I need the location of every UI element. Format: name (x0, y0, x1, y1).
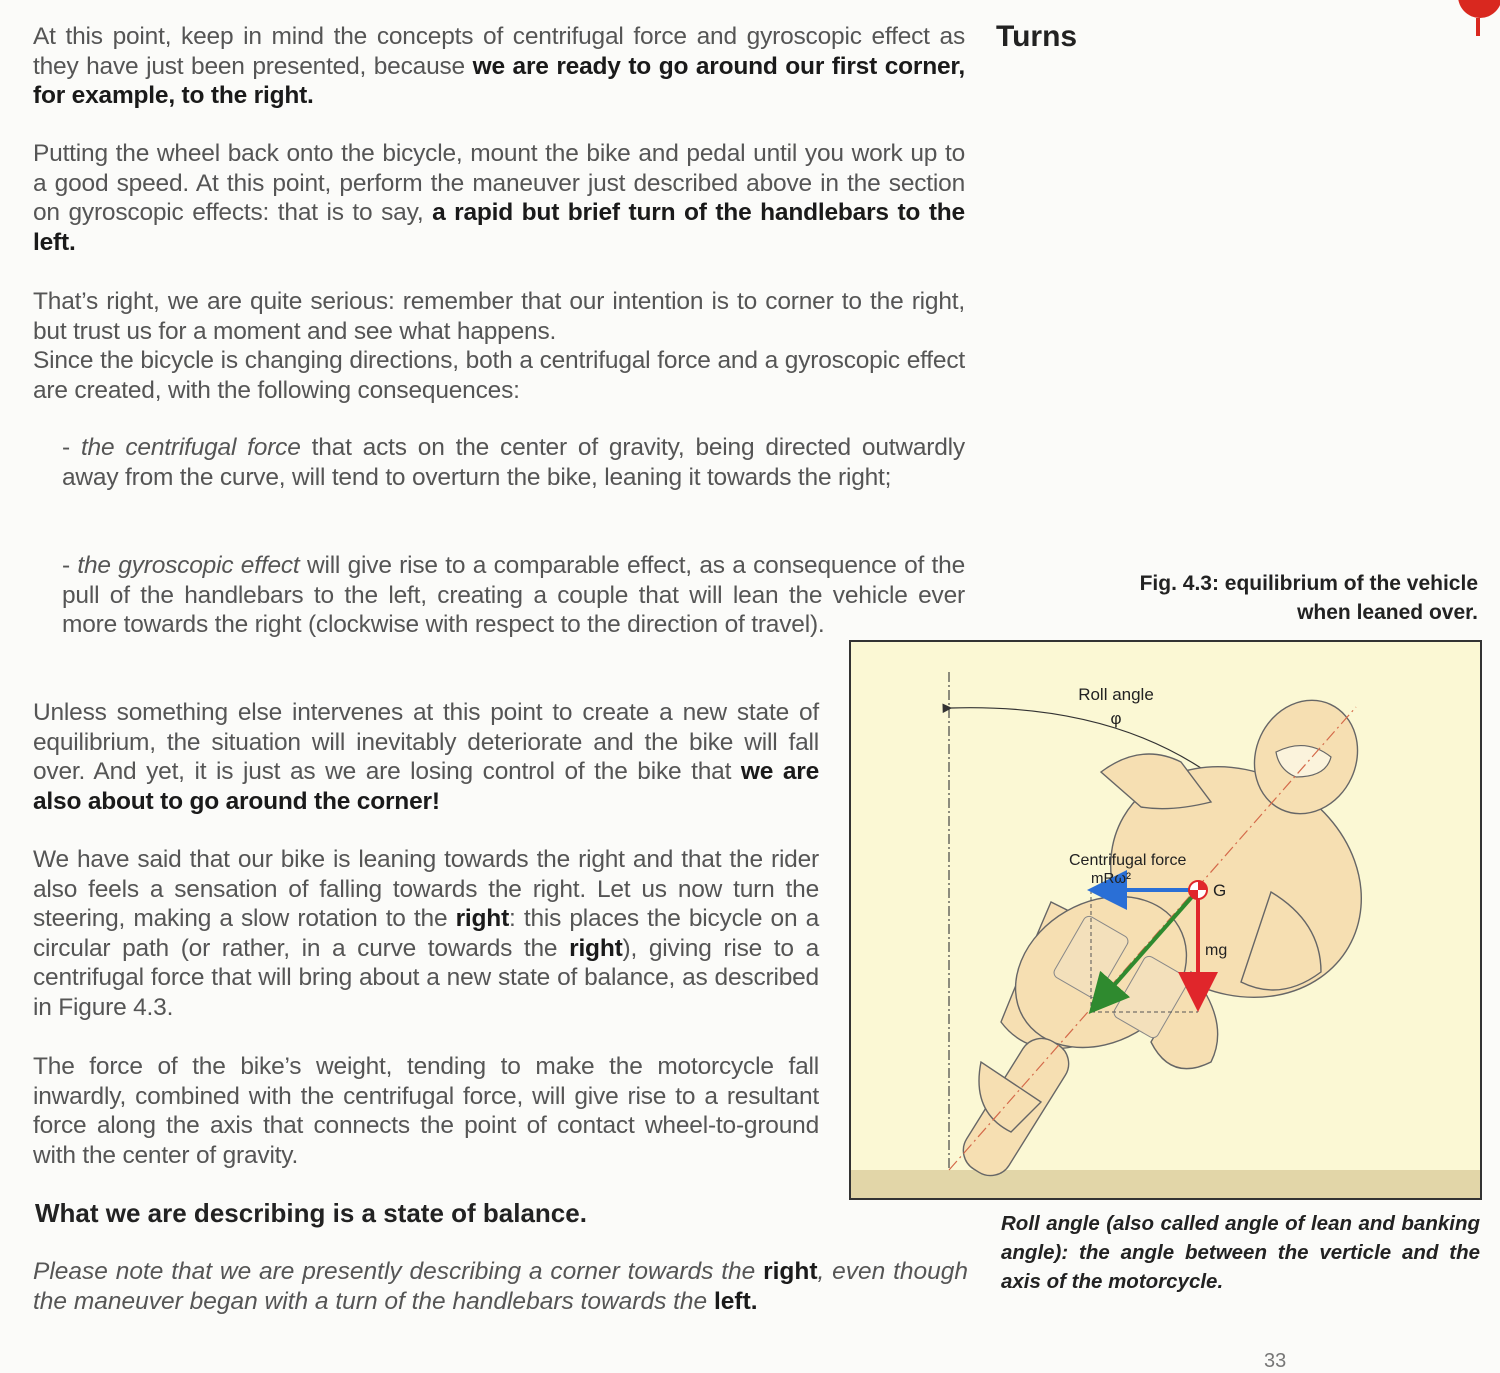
centrifugal-force-label: Centrifugal force (1069, 852, 1187, 869)
centrifugal-force-formula: mRω² (1091, 870, 1132, 887)
weight-label: mg (1205, 942, 1228, 959)
gravity-label: G (1213, 881, 1227, 900)
paragraph-5: We have said that our bike is leaning towards the right and that the rider also feels a sensation of falling towards the right. Let us now turn the steering, making a slow rotation to the right: this places the bicycle on a circular path (or rather, in a curve towards the right), giving rise to a centrifugal force that will bring about a new state of balance, as described in Figure 4.3. (33, 846, 819, 1021)
bullet-gyroscopic: - the gyroscopic effect will give rise to a comparable effect, as a consequence of the pull of the handlebars to the left, creating a couple that will lean the vehicle ever more towards the right (clockwise with respect to the direction of travel). (62, 552, 965, 638)
figure-4-3 (849, 640, 1482, 1200)
roll-angle-definition: Roll angle (also called angle of lean and banking angle): the angle between the verticle and the axis of the motorcycle. (1001, 1212, 1480, 1293)
ground-strip (851, 1170, 1480, 1198)
bullet-centrifugal: - the centrifugal force that acts on the center of gravity, being directed outwardly away from the curve, will tend to overturn the bike, leaning it towards the right; (62, 434, 965, 491)
red-corner-marker (1458, 0, 1500, 18)
section-title: Turns (996, 20, 1078, 53)
roll-angle-label: Roll angle (1078, 685, 1154, 704)
italic-note: Please note that we are presently describing a corner towards the right, even though the maneuver began with a turn of the handlebars towards the left. (33, 1258, 968, 1315)
paragraph-1: At this point, keep in mind the concepts of centrifugal force and gyroscopic effect as they have just been presented, because we are ready to go around our first corner, for example, to the right. (33, 23, 965, 109)
balance-heading: What we are describing is a state of balance. (35, 1198, 587, 1228)
figure-caption: Fig. 4.3: equilibrium of the vehicle when leaned over. (1139, 572, 1478, 624)
rider-silhouette (955, 683, 1404, 1184)
roll-angle-symbol: φ (1110, 709, 1122, 728)
red-corner-tick (1476, 18, 1480, 36)
motorcycle-lean-diagram (851, 642, 1480, 1198)
paragraph-2: Putting the wheel back onto the bicycle, mount the bike and pedal until you work up to a good speed. At this point, perform the maneuver just described above in the section on gyroscopic effects: that is to say, a rapid but brief turn of the handlebars to the left. (33, 140, 965, 256)
page-number: 33 (1264, 1350, 1287, 1372)
paragraph-4: Unless something else intervenes at this point to create a new state of equilibrium, the situation will inevitably deteriorate and the bike will fall over. And yet, it is just as we are losing control of the bike that we are also about to go around the corner! (33, 699, 820, 815)
paragraph-6: The force of the bike’s weight, tending to make the motorcycle fall inwardly, combined with the centrifugal force, will give rise to a resultant force along the axis that connects the point of contact wheel-to-ground with the center of gravity. (33, 1053, 819, 1169)
paragraph-3: That’s right, we are quite serious: remember that our intention is to corner to the right, but trust us for a moment and see what happens. Since the bicycle is changing directions, both a centrifugal force and a gyroscopic effect are created, with the following consequences: (33, 288, 965, 404)
